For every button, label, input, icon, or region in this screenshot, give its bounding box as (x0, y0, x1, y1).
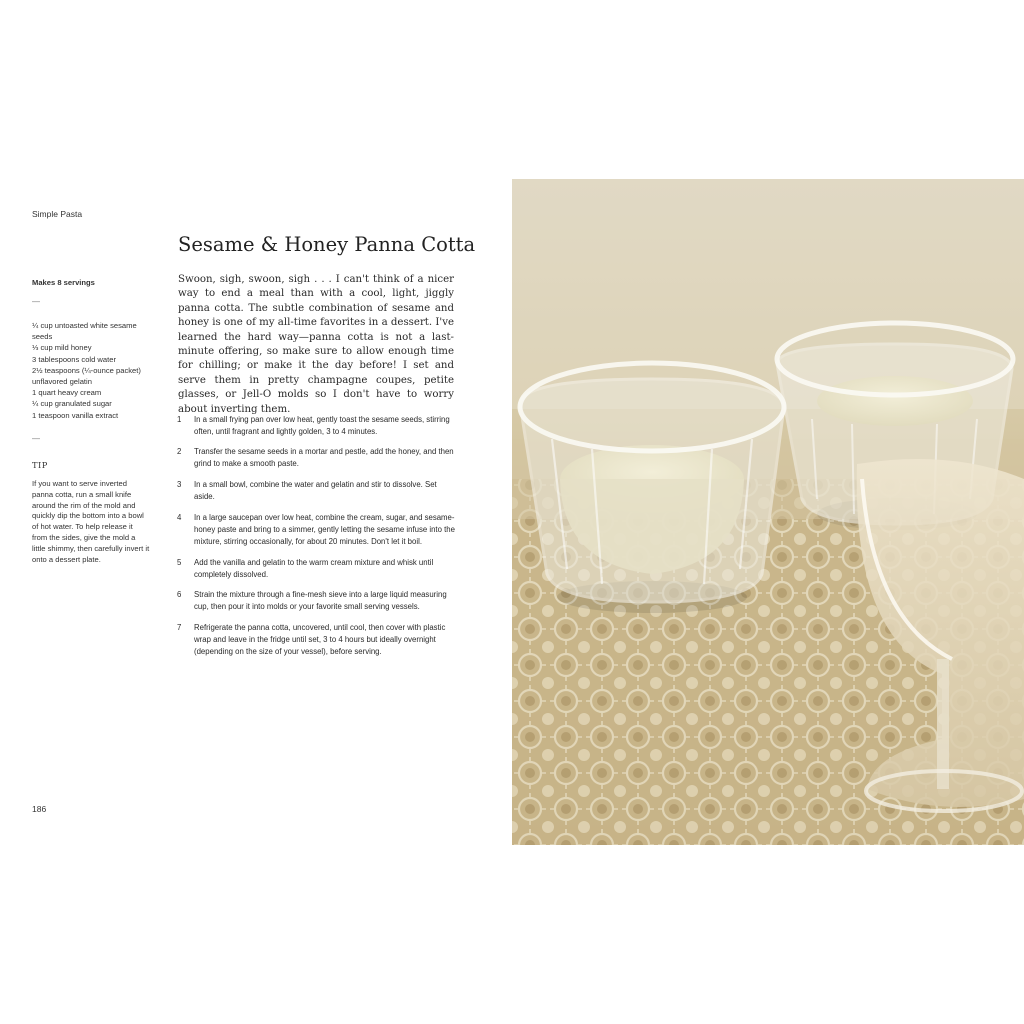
step-item (177, 622, 455, 658)
step-item (177, 414, 455, 438)
running-head: Simple Pasta (32, 209, 83, 219)
tip-label: TIP (32, 460, 48, 470)
ingredient-item: 1 teaspoon vanilla extract (32, 410, 119, 420)
step-number: 5 (177, 558, 182, 567)
step-text: Transfer the sesame seeds in a mortar and pestle, add the honey, and then grind to make a smooth paste. (194, 447, 454, 468)
step-item (177, 589, 455, 613)
step-number: 3 (177, 480, 182, 489)
step-number: 7 (177, 623, 182, 632)
intro-paragraph: Swoon, sigh, swoon, sigh . . . I can't think of a nicer way to end a meal than with a cool, light, jiggly panna cotta. The subtle combination of sesame and honey is one of my all-time favorites in a dessert. I've learned the hard way—panna cotta is not a last-minute offering, so make sure to allow enough time for chilling; or make it the day before! I set and serve them in pretty champagne coupes, petite glasses, or Jell-O molds so I don't have to worry about inverting them. (178, 274, 454, 415)
step-number: 6 (177, 590, 182, 599)
divider: — (32, 297, 40, 306)
tip-text: If you want to serve inverted panna cotta, run a small knife around the rim of the mold and quickly dip the bottom into a bowl of hot water. To help release it from the sides, give the mold a little shimmy, then carefully invert it onto a dessert plate. (32, 479, 150, 564)
ingredient-item: ¼ cup untoasted white sesame seeds (32, 321, 137, 342)
step-text: Strain the mixture through a fine-mesh sieve into a large liquid measuring cup, then pour it into molds or your favorite small serving vessels. (194, 590, 447, 611)
page-number: 186 (32, 804, 47, 814)
method-steps (177, 414, 455, 658)
step-text: In a large saucepan over low heat, combine the cream, sugar, and sesame-honey paste and bring to a simmer, gently letting the sesame infuse into the mixture, stirring occasionally, for about 20 minutes. Don't let it boil. (194, 513, 455, 546)
step-item (177, 557, 455, 581)
step-text: Refrigerate the panna cotta, uncovered, until cool, then cover with plastic wrap and leave in the fridge until set, 3 to 4 hours but ideally overnight (depending on the size of your vessel), before serving. (194, 623, 446, 656)
ingredient-item: 3 tablespoons cold water (32, 354, 117, 364)
step-number: 4 (177, 513, 182, 522)
recipe-title: Sesame & Honey Panna Cotta (178, 233, 476, 256)
step-number: 1 (177, 415, 182, 424)
step-number: 2 (177, 447, 182, 456)
step-text: In a small bowl, combine the water and gelatin and stir to dissolve. Set aside. (194, 480, 437, 501)
ingredient-list (32, 320, 152, 421)
ingredient-item: ¼ cup granulated sugar (32, 399, 112, 409)
step-item (177, 512, 455, 548)
ingredient-item: 2½ teaspoons (¼-ounce packet) unflavored gelatin (32, 365, 141, 387)
ingredient-item: ⅓ cup mild honey (32, 343, 92, 353)
panna-cotta-photo (512, 179, 1024, 845)
step-item (177, 446, 455, 470)
step-item (177, 479, 455, 503)
step-text: In a small frying pan over low heat, gently toast the sesame seeds, stirring often, until fragrant and lightly golden, 3 to 4 minutes. (194, 415, 450, 436)
divider: — (32, 434, 40, 443)
step-text: Add the vanilla and gelatin to the warm cream mixture and whisk until completely dissolved. (194, 558, 434, 579)
photo-panna-cotta-glasses-icon (512, 179, 1024, 845)
ingredient-item: 1 quart heavy cream (32, 388, 102, 398)
servings-label: Makes 8 servings (32, 278, 95, 287)
